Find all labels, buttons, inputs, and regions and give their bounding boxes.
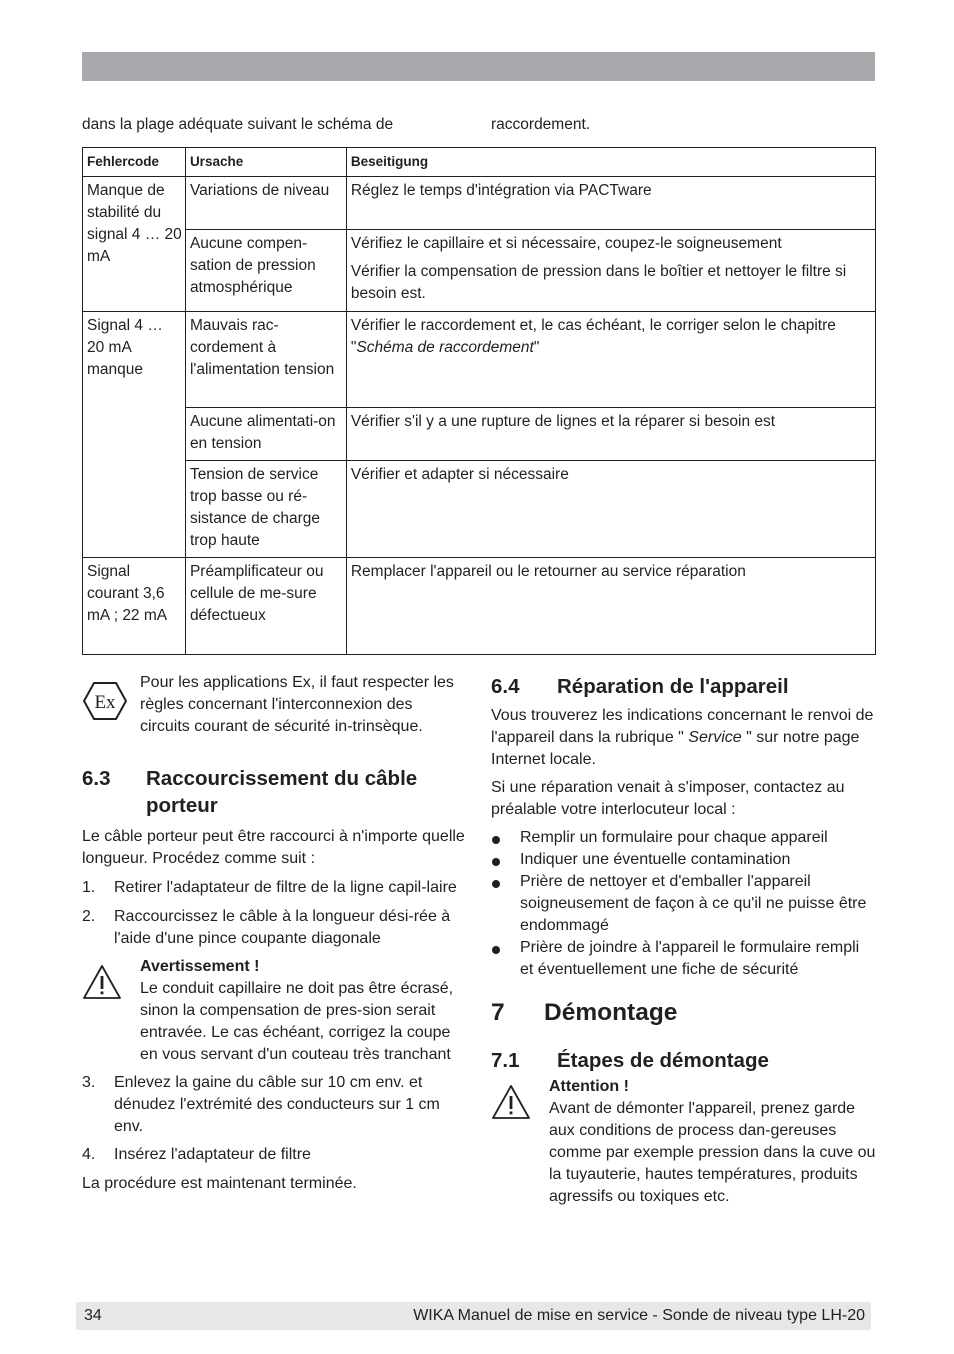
chapter-7-heading bbox=[491, 998, 876, 1028]
list-number: 1. bbox=[82, 879, 96, 896]
section-6-3-heading bbox=[82, 765, 465, 819]
attention-box bbox=[491, 1076, 876, 1208]
header-bar bbox=[82, 52, 875, 81]
list-item-text: Raccourcissez le câble à la longueur dési-rée à l'aide d'une pince coupante diagonale bbox=[114, 908, 451, 947]
section-number: 6.4 bbox=[491, 675, 520, 698]
cause-cell: Variations de niveau bbox=[185, 177, 346, 230]
right-column bbox=[491, 673, 876, 1208]
table-row bbox=[83, 312, 876, 408]
page-footer bbox=[76, 1302, 871, 1330]
fix-text: Réglez le temps d'intégration via PACTware bbox=[350, 182, 652, 199]
warning-box bbox=[82, 956, 465, 1066]
fix-cell bbox=[346, 461, 875, 558]
table-row bbox=[83, 408, 876, 461]
column-header-cause: Ursache bbox=[185, 148, 346, 177]
column-header-code: Fehlercode bbox=[83, 148, 186, 177]
bullet-list bbox=[491, 827, 876, 981]
section-title: Étapes de démontage bbox=[557, 1049, 769, 1072]
fix-cell bbox=[346, 408, 875, 461]
fix-cell bbox=[346, 177, 875, 230]
fix-text: " bbox=[533, 339, 540, 356]
section-6-4-paragraph bbox=[491, 705, 876, 771]
section-6-4-paragraph: Si une réparation venait à s'imposer, contactez au préalable votre interlocuteur local : bbox=[491, 779, 845, 818]
attention-text: Avant de démonter l'appareil, prenez garde aux conditions de process dan-gereuses comme par exemple pression dans la cuve ou la tuyauterie, hautes températures, produits agressifs ou toxiques etc. bbox=[549, 1100, 876, 1205]
list-number: 2. bbox=[82, 908, 96, 925]
fix-cell bbox=[346, 312, 875, 408]
list-item-text: Remplir un formulaire pour chaque appareil bbox=[520, 829, 828, 846]
error-code-cell: Signal 4 … 20 mA manque bbox=[83, 312, 186, 558]
fix-text: Vérifier s'il y a une rupture de lignes et la réparer si besoin est bbox=[350, 413, 776, 430]
bullet-icon bbox=[492, 836, 500, 844]
svg-text:Ex: Ex bbox=[94, 692, 116, 713]
error-code-cell: Manque de stabilité du signal 4 … 20 mA bbox=[83, 177, 186, 312]
list-item bbox=[491, 849, 876, 871]
attention-title: Attention ! bbox=[549, 1078, 629, 1095]
bullet-icon bbox=[492, 880, 500, 888]
procedure-end-text: La procédure est maintenant terminée. bbox=[82, 1175, 357, 1192]
list-item bbox=[82, 877, 465, 899]
fix-text: Vérifiez le capillaire et si nécessaire, coupez-le soigneusement bbox=[350, 235, 782, 252]
document-title: WIKA Manuel de mise en service - Sonde de niveau type LH-20 bbox=[413, 1307, 865, 1324]
list-item bbox=[82, 906, 465, 950]
list-item-text: Prière de joindre à l'appareil le formulaire rempli et éventuellement une fiche de sécurité bbox=[520, 939, 860, 978]
warning-title: Avertissement ! bbox=[140, 958, 260, 975]
ex-note bbox=[82, 672, 465, 738]
bullet-icon bbox=[492, 858, 500, 866]
chapter-title: Démontage bbox=[544, 999, 678, 1026]
error-code-cell: Signal courant 3,6 mA ; 22 mA bbox=[83, 558, 186, 655]
warning-triangle-icon bbox=[491, 1084, 531, 1120]
section-number: 7.1 bbox=[491, 1049, 520, 1072]
service-reference: Service bbox=[688, 729, 742, 746]
cause-cell: Mauvais rac-cordement à l'alimentation tension bbox=[185, 312, 346, 408]
troubleshooting-table bbox=[82, 147, 876, 655]
table-row bbox=[83, 461, 876, 558]
cause-cell: Tension de service trop basse ou ré-sistance de charge trop haute bbox=[185, 461, 346, 558]
section-7-1-heading bbox=[491, 1047, 876, 1074]
cause-cell: Aucune alimentati-on en tension bbox=[185, 408, 346, 461]
intro-text-right: raccordement. bbox=[491, 116, 591, 133]
table-row bbox=[83, 558, 876, 655]
page-number: 34 bbox=[84, 1307, 102, 1324]
chapter-number: 7 bbox=[491, 999, 505, 1026]
list-item bbox=[82, 1144, 465, 1166]
section-title: Raccourcissement du câble porteur bbox=[146, 767, 418, 817]
fix-text: Vérifier la compensation de pression dans le boîtier et nettoyer le filtre si besoin est. bbox=[350, 263, 847, 302]
warning-triangle-icon bbox=[82, 964, 122, 1000]
section-6-4-heading bbox=[491, 673, 876, 700]
cause-cell: Aucune compen-sation de pression atmosphérique bbox=[185, 230, 346, 312]
bullet-icon bbox=[492, 946, 500, 954]
fix-text: Vérifier et adapter si nécessaire bbox=[350, 466, 569, 483]
list-number: 4. bbox=[82, 1146, 96, 1163]
column-header-fix: Beseitigung bbox=[346, 148, 875, 177]
warning-text: Le conduit capillaire ne doit pas être écrasé, sinon la compensation de pres-sion serait entravée. Le cas échéant, corrigez la coupe en vous servant d'un couteau très tranchant bbox=[140, 980, 454, 1063]
intro-text-left: dans la plage adéquate suivant le schéma de bbox=[82, 116, 394, 133]
list-item-text: Retirer l'adaptateur de filtre de la ligne capil-laire bbox=[114, 879, 457, 896]
table-row bbox=[83, 230, 876, 312]
section-6-3-intro: Le câble porteur peut être raccourci à n'importe quelle longueur. Procédez comme suit : bbox=[82, 828, 465, 867]
ex-note-text: Pour les applications Ex, il faut respecter les règles concernant l'interconnexion des circuits courant de sécurité in-trinsèque. bbox=[140, 674, 454, 735]
list-item bbox=[82, 1072, 465, 1138]
list-item bbox=[491, 937, 876, 981]
fix-text-reference: Schéma de raccordement bbox=[356, 339, 534, 356]
list-item bbox=[491, 827, 876, 849]
fix-cell bbox=[346, 230, 875, 312]
list-item-text: Indiquer une éventuelle contamination bbox=[520, 851, 791, 868]
cause-cell: Préamplificateur ou cellule de me-sure défectueux bbox=[185, 558, 346, 655]
left-column bbox=[82, 672, 465, 1195]
ex-explosion-protection-icon bbox=[83, 682, 127, 720]
section-number: 6.3 bbox=[82, 767, 111, 790]
paragraph-text: " sur notre page Internet locale. bbox=[491, 729, 860, 768]
section-title: Réparation de l'appareil bbox=[557, 675, 789, 698]
table-header-row bbox=[83, 148, 876, 177]
paragraph-text: Vous trouverez les indications concernant le renvoi de l'appareil dans la rubrique " bbox=[491, 707, 874, 746]
list-item-text: Insérez l'adaptateur de filtre bbox=[114, 1146, 311, 1163]
list-number: 3. bbox=[82, 1074, 96, 1091]
list-item-text: Enlevez la gaine du câble sur 10 cm env. et dénudez l'extrémité des conducteurs sur 1 cm env. bbox=[114, 1074, 440, 1135]
fix-text: Vérifier le raccordement et, le cas échéant, le corriger selon le chapitre " bbox=[350, 317, 836, 356]
list-item bbox=[491, 871, 876, 937]
table-row bbox=[83, 177, 876, 230]
list-item-text: Prière de nettoyer et d'emballer l'appareil soigneusement de façon à ce qu'il ne puisse être endommagé bbox=[520, 873, 867, 934]
fix-text: Remplacer l'appareil ou le retourner au service réparation bbox=[350, 563, 746, 580]
fix-cell bbox=[346, 558, 875, 655]
